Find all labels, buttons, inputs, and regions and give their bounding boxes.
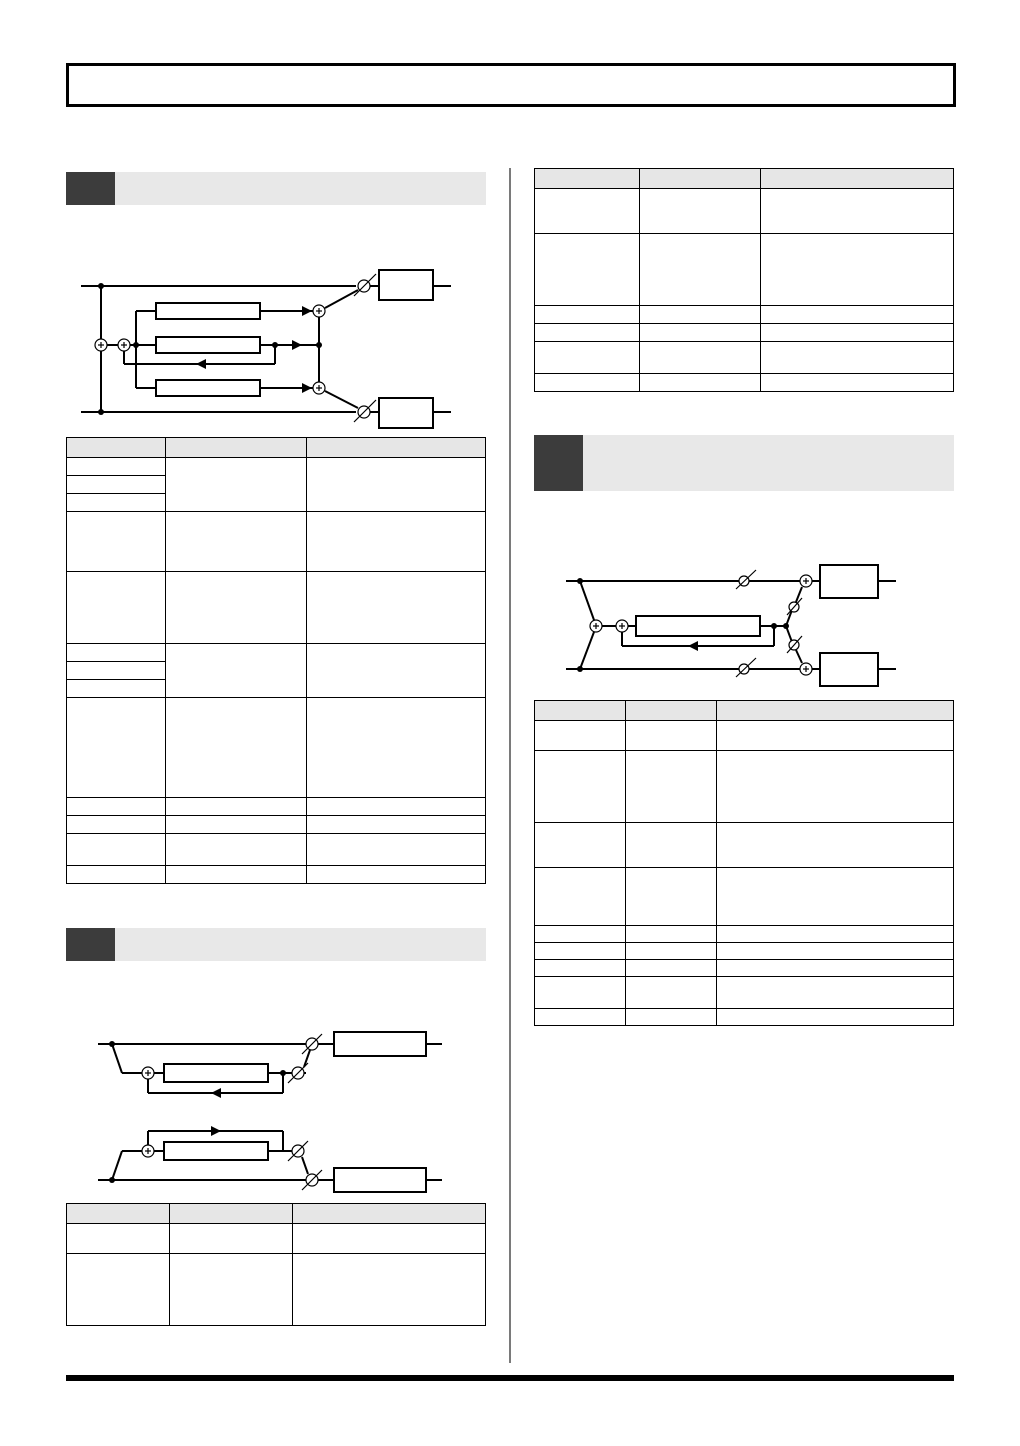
table-cell [307,816,486,834]
table-cell [626,868,717,926]
table-cell [67,1224,170,1254]
table-cell [166,644,307,698]
table-cell [761,306,954,324]
table-header [640,169,761,189]
table-cell [67,494,166,512]
table-cell [307,512,486,572]
table-cell [761,342,954,374]
table-cell [626,926,717,943]
table-header [307,438,486,458]
table-cell [307,866,486,884]
block-diagram-3 [534,560,954,695]
section-number-badge [534,435,583,491]
table-cell [761,324,954,342]
table-cell [761,374,954,392]
table-cell [67,816,166,834]
table-cell [717,721,954,751]
table-cell [626,751,717,823]
table-cell [307,644,486,698]
page-header-box [66,63,956,107]
table-cell [307,798,486,816]
section-header-left-top [66,172,486,205]
table-header [761,169,954,189]
parameter-table-3 [534,168,954,392]
table-cell [717,943,954,960]
table-cell [67,572,166,644]
table-cell [535,926,626,943]
table-cell [535,1009,626,1026]
table-cell [166,866,307,884]
column-divider [509,168,511,1363]
table-cell [166,458,307,512]
table-cell [626,1009,717,1026]
table-header [535,169,640,189]
footer-rule [66,1375,954,1381]
table-cell [535,234,640,306]
table-cell [717,751,954,823]
table-cell [307,572,486,644]
table-cell [67,662,166,680]
table-cell [717,960,954,977]
parameter-table-1 [66,437,486,884]
table-cell [67,698,166,798]
table-cell [67,866,166,884]
table-cell [307,458,486,512]
table-cell [535,960,626,977]
table-cell [170,1224,293,1254]
table-cell [166,512,307,572]
table-cell [626,943,717,960]
table-cell [67,834,166,866]
table-cell [67,798,166,816]
section-header-right [534,435,954,491]
table-cell [67,1254,170,1326]
table-cell [640,342,761,374]
table-cell [307,834,486,866]
parameter-table-2 [66,1203,486,1326]
table-cell [307,698,486,798]
table-cell [535,189,640,234]
table-cell [535,374,640,392]
table-cell [717,823,954,868]
table-cell [67,458,166,476]
table-cell [166,834,307,866]
table-cell [535,943,626,960]
table-cell [67,680,166,698]
table-header [67,438,166,458]
table-cell [293,1254,486,1326]
table-cell [67,512,166,572]
table-cell [640,374,761,392]
table-cell [761,234,954,306]
table-header [717,701,954,721]
table-cell [717,977,954,1009]
table-cell [535,977,626,1009]
table-cell [166,798,307,816]
table-header [626,701,717,721]
table-cell [640,306,761,324]
table-cell [535,306,640,324]
table-cell [761,189,954,234]
section-number-badge [66,928,115,961]
table-cell [640,189,761,234]
table-cell [717,926,954,943]
table-header [293,1204,486,1224]
table-cell [535,721,626,751]
table-header [166,438,307,458]
table-cell [166,572,307,644]
table-header [535,701,626,721]
table-header [67,1204,170,1224]
table-cell [170,1254,293,1326]
table-header [170,1204,293,1224]
table-cell [535,823,626,868]
block-diagram-2 [66,1020,486,1200]
block-diagram-1 [66,260,486,440]
parameter-table-4 [534,700,954,1026]
table-cell [640,324,761,342]
table-cell [717,868,954,926]
table-cell [535,342,640,374]
table-cell [535,751,626,823]
table-cell [293,1224,486,1254]
table-cell [640,234,761,306]
section-number-badge [66,172,115,205]
table-cell [717,1009,954,1026]
table-cell [166,816,307,834]
table-cell [67,644,166,662]
table-cell [626,960,717,977]
section-header-left-bottom [66,928,486,961]
table-cell [166,698,307,798]
table-cell [626,977,717,1009]
table-cell [535,868,626,926]
table-cell [67,476,166,494]
table-cell [626,823,717,868]
table-cell [535,324,640,342]
table-cell [626,721,717,751]
